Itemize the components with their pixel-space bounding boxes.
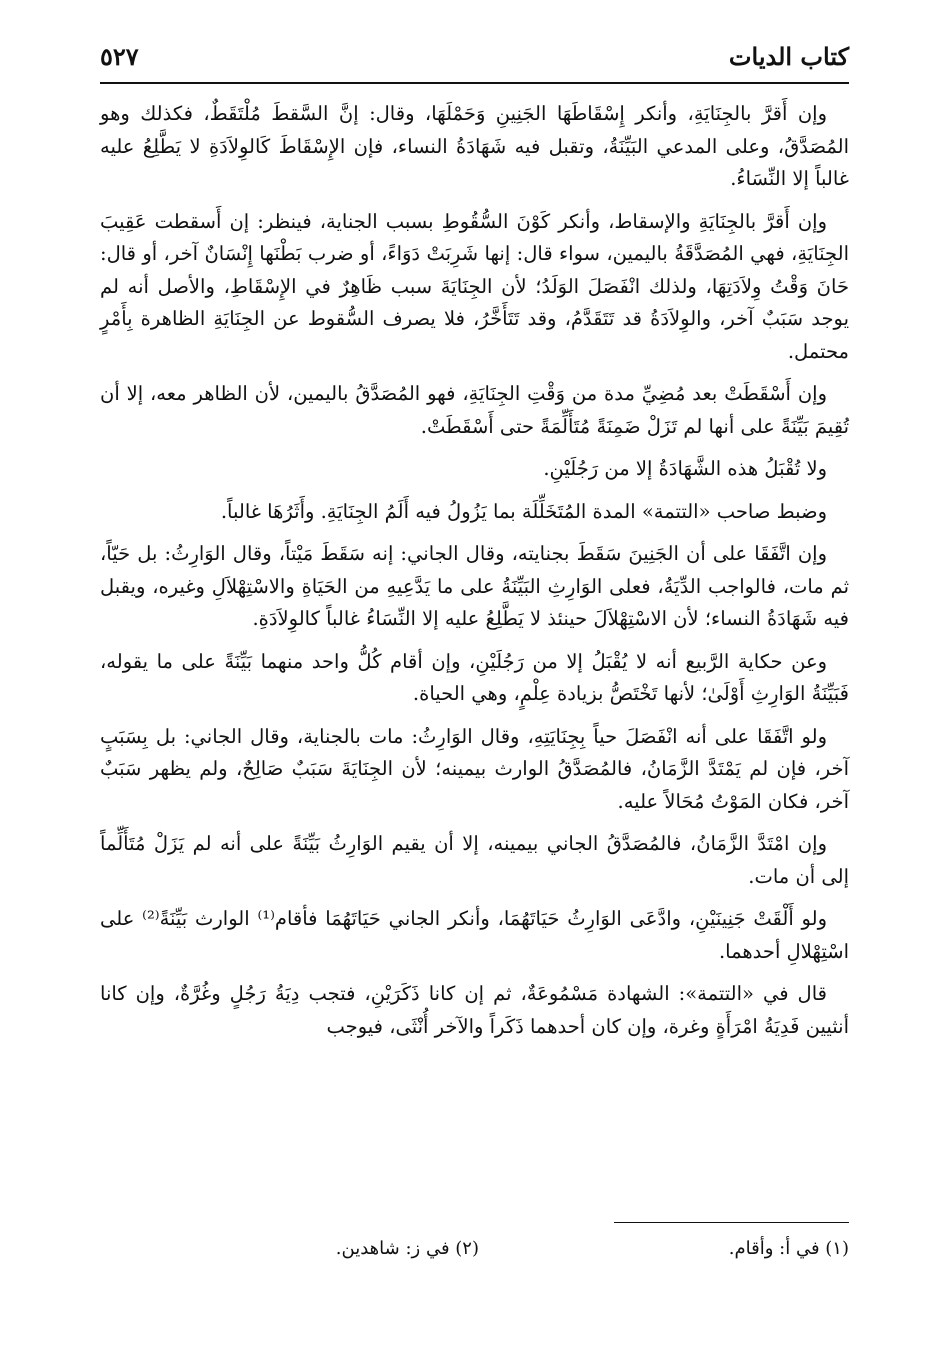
paragraph: وإن امْتَدَّ الزَّمَانُ، فالمُصَدَّقُ الجاني بيمينه، إلا أن يقيم الوَارِثُ بَيِّنَةً على أنه لم يَزَلْ مُتَأَلِّماً إلى أن مات. <box>100 832 849 888</box>
paragraph: وعن حكاية الرَّبيع أنه لا يُقْبَلُ إلا من رَجُلَيْنِ، وإن أقام كُلُّ واحد منهما بَيِّنَةً على ما يقوله، فَبَيِّنَةُ الوَارِثِ أَوْلَىٰ؛ لأنها تَخْتَصُّ بزيادة عِلْمٍ، وهي الحياة. <box>100 649 849 705</box>
paragraph: وإن أَقرَّ بالجِنَايَةِ والإسقاط، وأنكر كَوْنَ السُّقُوطِ بسبب الجناية، فينظر: إن أَسقطت عَقِيبَ الجِنَايَةِ، فهي المُصَدَّقَةُ باليمين، سواء قال: إنها شَرِبَتْ دَوَاءً، أو ضرب بَطْنَها إِنْسَانٌ آخر، أو قال: حَانَ وَقْتُ وِلاَدَتِهَا، ولذلك انْفَصَلَ الوَلَدُ؛ لأن الجِنَايَةَ سبب ظَاهِرٌ في الإِسْقَاطِ، والأصل أنه لم يوجد سَبَبٌ آخر، والوِلاَدَةُ قد تَتَقَدَّمُ، وقد تَتَأَخَّرُ، فلا يصرف السُّقوط عن الجِنَايَةِ الظاهرة بِأَمْرٍ محتمل. <box>100 209 849 363</box>
paragraph: ولو أَلْقَتْ جَنِينَيْنِ، وادَّعَى الوَارِثُ حَيَاتَهُمَا، وأنكر الجاني حَيَاتَهُمَا فأقام⁽¹⁾ الوارث بَيِّنَةً⁽²⁾ على اسْتِهْلالِ أحدهما. <box>100 907 849 963</box>
paragraph: قال في «التتمة»: الشهادة مَسْمُوعَةٌ، ثم إن كانا ذَكَرَيْنِ، فتجب دِيَةُ رَجُلٍ وغُرَّةٌ، وإن كانا أنثيين فَدِيَةُ امْرَأَةٍ وغرة، وإن كان أحدهما ذَكَراً والآخر أُنْثَى، فيوجب <box>100 982 849 1038</box>
paragraph: وإن أَسْقَطَتْ بعد مُضِيِّ مدة من وَقْتِ الجِنَايَةِ، فهو المُصَدَّقُ باليمين، لأن الظاهر معه، إلا أن تُقِيمَ بَيِّنَةً على أنها لم تَزَلْ ضَمِنَةً مُتَأَلِّمَةً حتى أَسْقَطَتْ. <box>100 382 849 438</box>
footnote-divider <box>614 1222 849 1223</box>
header-divider <box>100 82 849 84</box>
paragraph: وإن أَقرَّ بالجِنَايَةِ، وأنكر إِسْقَاطَهَا الجَنِينِ وَحَمْلَهَا، وقال: إنَّ السَّقطَ مُلْتَقَطٌ، فكذلك وهو المُصَدَّقُ، وعلى المدعي البَيِّنَةُ، وتقبل فيه شَهَادَةُ النساء، فإن الإِسْقَاطَ كَالوِلاَدَةِ لا يَطَّلِعُ عليه غالباً إلا النِّسَاءُ. <box>100 102 849 190</box>
page-number: ٥٢٧ <box>100 42 139 71</box>
paragraph: وإن اتَّفَقَا على أن الجَنِينَ سَقَطَ بجنايته، وقال الجاني: إنه سَقَطَ مَيْتاً، وقال الوَارِثُ: بل حَيّاً، ثم مات، فالواجب الدِّيَةُ، فعلى الوَارِثِ البَيِّنَةُ على ما يَدَّعِيهِ من الحَيَاةِ والاسْتِهْلاَلِ وغيره، ويقبل فيه شَهَادَةُ النساء؛ لأن الاسْتِهْلاَلَ حينئذ لا يَطَّلِعُ عليه إلا النِّسَاءُ غالباً كالوِلاَدَةِ. <box>100 542 849 630</box>
page-header <box>100 38 849 78</box>
paragraph: وضبط صاحب «التتمة» المدة المُتَخَلِّلَة بما يَزُولُ فيه أَلَمُ الجِنَايَةِ. وأَثَرُهَا غالباً. <box>220 499 827 523</box>
paragraph: ولا تُقْبَلُ هذه الشَّهَادَةُ إلا من رَجُلَيْنِ. <box>543 457 827 480</box>
footnote-1: (١) في أ: وأقام. <box>728 1238 849 1259</box>
main-text <box>100 98 849 1053</box>
paragraph: ولو اتَّفَقَا على أنه انْفَصَلَ حياً بِجِنَايَتِهِ، وقال الوَارِثُ: مات بالجناية، وقال الجاني: بل بِسَبَبٍ آخر، فإن لم يَمْتَدَّ الزَّمَانُ، فالمُصَدَّقُ الوارث بيمينه؛ لأن الجِنَايَةَ سَبَبٌ صَالِحٌ، ولم يظهر سَبَبٌ آخر، فكان المَوْتُ مُحَالاً عليه. <box>100 724 849 813</box>
running-title: كتاب الديات <box>728 42 849 71</box>
footnote-2: (٢) في ز: شاهدين. <box>335 1238 479 1259</box>
footnotes <box>100 1234 849 1268</box>
